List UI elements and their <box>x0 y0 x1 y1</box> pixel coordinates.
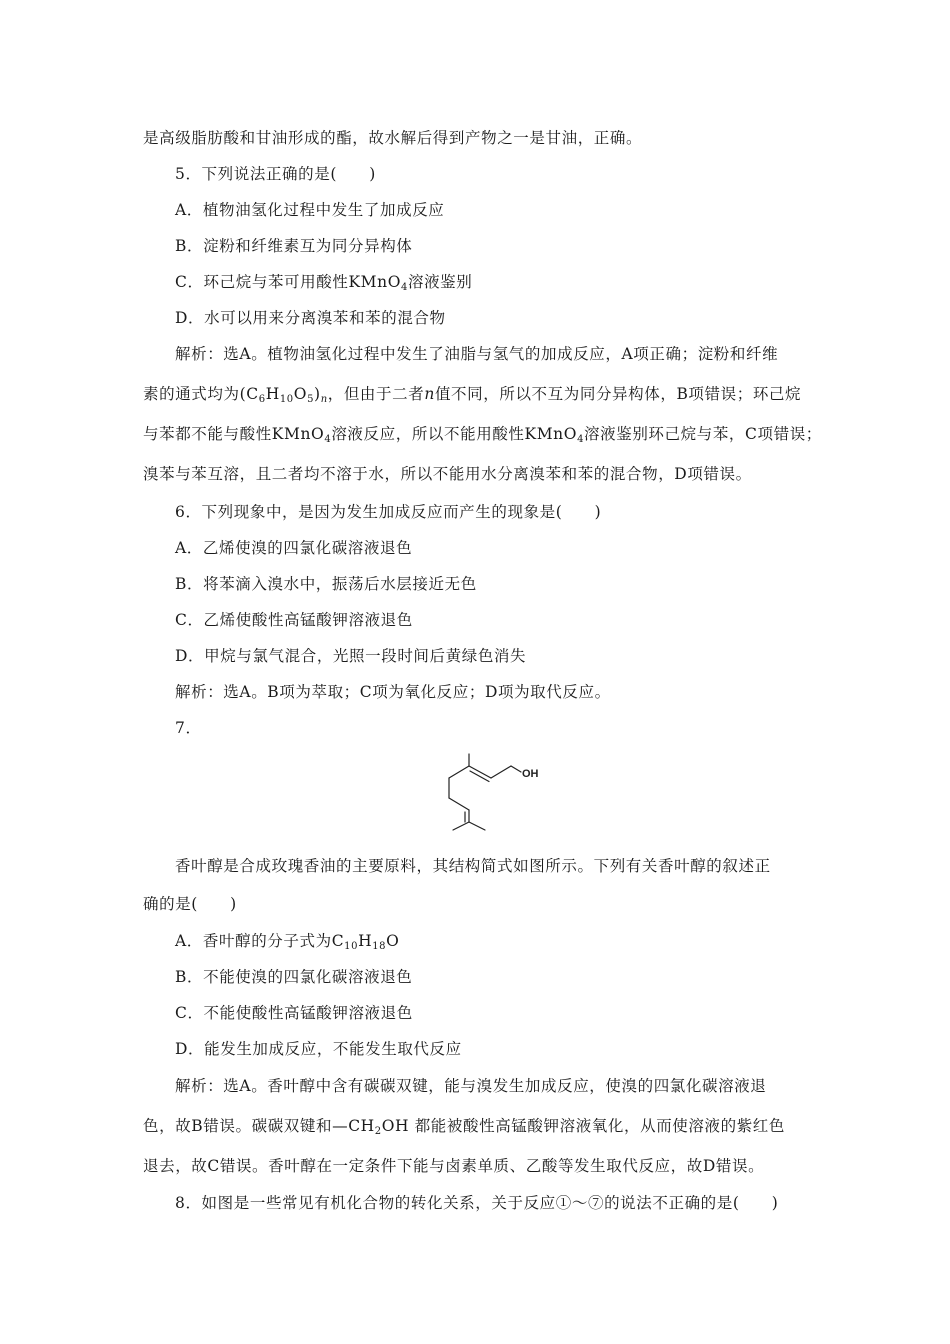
intro-text: 是高级脂肪酸和甘油形成的酯，故水解后得到产物之一是甘油，正确。 <box>143 129 643 147</box>
q7-answer-line1: 解析：选A。香叶醇中含有碳碳双键，能与溴发生加成反应，使溴的四氯化碳溶液退 <box>175 1077 767 1095</box>
bond-double-top-b <box>470 771 489 782</box>
q7-answer-line3: 退去，故C错误。香叶醇在一定条件下能与卤素单质、乙酸等发生取代反应，故D错误。 <box>143 1157 765 1175</box>
q7-option-c: C．不能使酸性高锰酸钾溶液退色 <box>175 1004 413 1022</box>
q7-stem-line1: 香叶醇是合成玫瑰香油的主要原料，其结构简式如图所示。下列有关香叶醇的叙述正 <box>175 857 771 875</box>
bond-c1-oh <box>511 766 521 772</box>
q7-stem-line2: 确的是( ) <box>143 895 237 913</box>
q7-number: 7． <box>175 719 202 737</box>
q6-option-c: C．乙烯使酸性高锰酸钾溶液退色 <box>175 611 413 629</box>
q6-option-a: A．乙烯使溴的四氯化碳溶液退色 <box>175 539 413 557</box>
q5-option-a: A．植物油氢化过程中发生了加成反应 <box>175 201 445 219</box>
q7-option-a: A．香叶醇的分子式为$C_{10}H_{18}O$ <box>175 932 400 952</box>
q5-option-d: D．水可以用来分离溴苯和苯的混合物 <box>175 309 446 327</box>
q6-stem: 6．下列现象中，是因为发生加成反应而产生的现象是( ) <box>175 503 602 521</box>
bond-c2-c1 <box>491 766 511 778</box>
q8-stem: 8．如图是一些常见有机化合物的转化关系，关于反应①～⑦的说法不正确的是( ) <box>175 1194 779 1212</box>
q5-option-c: C．环己烷与苯可用酸性KMnO$_4$溶液鉴别 <box>175 273 473 293</box>
bond-methyl-right <box>469 822 485 830</box>
bond-methyl-left <box>453 822 469 830</box>
q6-answer: 解析：选A。B项为萃取；C项为氧化反应；D项为取代反应。 <box>175 683 611 701</box>
geraniol-structure-diagram <box>445 752 555 832</box>
q5-answer-line4: 溴苯与苯互溶，且二者均不溶于水，所以不能用水分离溴苯和苯的混合物，D项错误。 <box>143 465 752 483</box>
q6-option-d: D．甲烷与氯气混合，光照一段时间后黄绿色消失 <box>175 647 527 665</box>
q6-option-b: B．将苯滴入溴水中，振荡后水层接近无色 <box>175 575 477 593</box>
q5-answer-line3: 与苯都不能与酸性KMnO$_4$溶液反应，所以不能用酸性KMnO$_4$溶液鉴别环己烷与苯，C项错误； <box>143 425 822 445</box>
q7-answer-line2: 色，故B错误。碳碳双键和$—CH_2OH$ 都能被酸性高锰酸钾溶液氧化，从而使溶液的紫红色 <box>143 1117 786 1137</box>
bond-c3-c4 <box>449 766 469 778</box>
bond-c5-c6 <box>449 798 469 810</box>
q5-stem: 5．下列说法正确的是( ) <box>175 165 376 183</box>
q5-answer-line1: 解析：选A。植物油氢化过程中发生了油脂与氢气的加成反应，A项正确；淀粉和纤维 <box>175 345 779 363</box>
q7-option-b: B．不能使溴的四氯化碳溶液退色 <box>175 968 413 986</box>
q7-option-d: D．能发生加成反应，不能发生取代反应 <box>175 1040 462 1058</box>
oh-label: OH <box>522 768 539 780</box>
q5-option-b: B．淀粉和纤维素互为同分异构体 <box>175 237 413 255</box>
q5-answer-line2: 素的通式均为$(C_6H_{10}O_5)_n$，但由于二者n值不同，所以不互为同分异构体，B项错误；环己烷 <box>143 385 802 405</box>
